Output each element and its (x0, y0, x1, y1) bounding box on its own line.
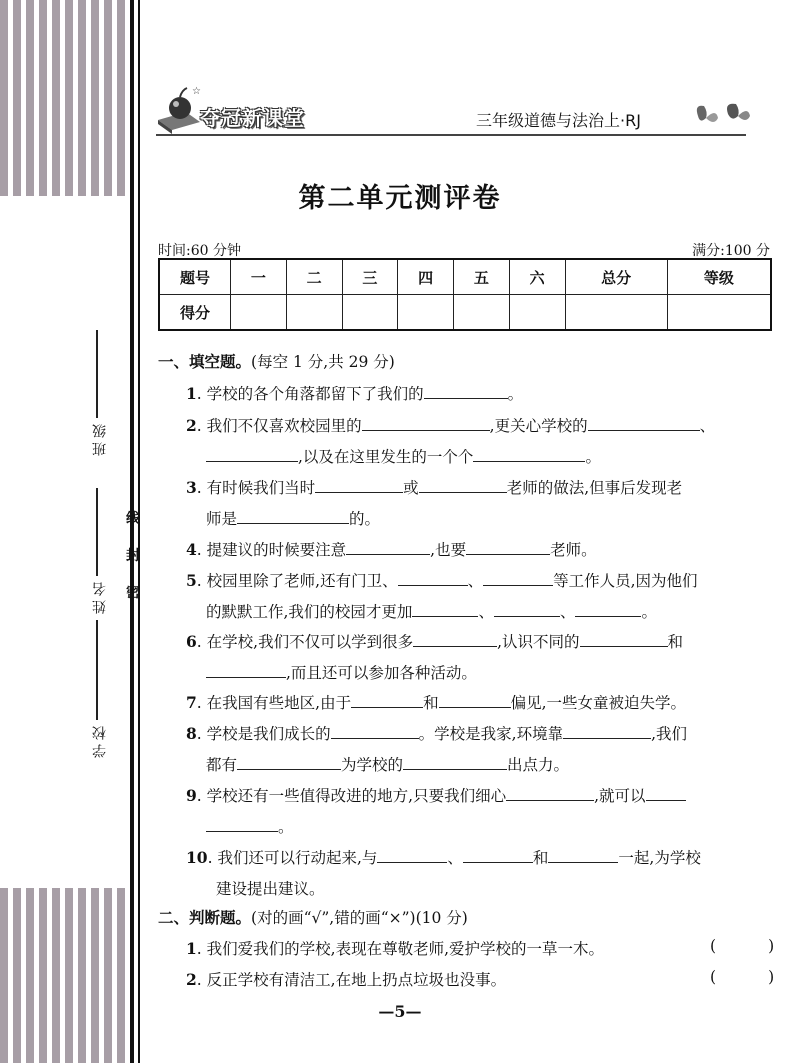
name-label: 姓名 (92, 578, 108, 614)
score-cell[interactable] (454, 295, 510, 331)
question-text: 和 (667, 633, 684, 651)
name-blank (96, 488, 98, 576)
answer-blank[interactable] (412, 600, 478, 617)
question-text: 、 (699, 417, 716, 435)
full-score: 满分:100 分 (692, 243, 770, 259)
question-text: 反正学校有清洁工,在地上扔点垃圾也没事。 (206, 971, 507, 989)
answer-blank[interactable] (463, 846, 533, 863)
table-cell: 题号 (159, 259, 231, 295)
question-text: 的默默工作,我们的校园才更加 (206, 603, 413, 621)
section-2-note: (对的画“√”,错的画“×”)(10 分) (251, 909, 468, 927)
question-number: 4 (186, 540, 197, 559)
page-number: —5— (378, 1002, 422, 1021)
question-text: ,就可以 (594, 787, 646, 805)
question-text: 校园里除了老师,还有门卫、 (206, 572, 398, 590)
score-cell[interactable] (342, 295, 398, 331)
answer-blank[interactable] (206, 661, 286, 678)
section-1-heading (158, 350, 395, 372)
question-5-cont (206, 600, 657, 622)
paren-open: ( (710, 937, 717, 955)
question-text: 。 (278, 818, 294, 836)
question-text: 师是 (206, 510, 238, 528)
question-text: 。学校是我家,环境靠 (418, 725, 564, 743)
answer-blank[interactable] (473, 445, 585, 462)
question-8-cont (206, 753, 569, 775)
question-9: 9. 学校还有一些值得改进的地方,只要我们细心 ,就可以 (186, 784, 686, 806)
question-number: 6 (186, 632, 197, 651)
page-title: 第二单元测评卷 (298, 183, 502, 214)
question-10-cont (216, 877, 325, 899)
question-text: 出点力。 (507, 756, 570, 774)
answer-blank[interactable] (413, 630, 497, 647)
question-number: 9 (186, 786, 197, 805)
score-table-header-row (159, 259, 771, 295)
question-number: 2 (186, 416, 197, 435)
score-table-score-row (159, 295, 771, 331)
school-label: 学校 (92, 722, 108, 758)
seal-mark-xian: 线 (126, 511, 140, 527)
question-text: 、 (467, 572, 484, 590)
table-cell: 总分 (565, 259, 667, 295)
question-number: 8 (186, 724, 197, 743)
question-number: 7 (186, 693, 197, 712)
class-blank (96, 330, 98, 418)
question-text: 、 (447, 849, 463, 867)
question-text: 学校是我们成长的 (206, 725, 331, 743)
answer-blank[interactable] (424, 382, 508, 399)
question-text: ,也要 (430, 541, 467, 559)
question-9-cont (206, 815, 294, 837)
question-text: 学校的各个角落都留下了我们的 (206, 385, 424, 403)
score-cell[interactable] (509, 295, 565, 331)
question-text: 或 (403, 479, 419, 497)
question-text: 等工作人员,因为他们 (553, 572, 698, 590)
question-8: 8. 学校是我们成长的 。学校是我家,环境靠 ,我们 (186, 724, 688, 743)
question-number: 2 (186, 970, 197, 989)
paren-open: ( (710, 968, 717, 986)
question-number: 5 (186, 571, 197, 590)
score-cell[interactable] (398, 295, 454, 331)
answer-blank[interactable] (563, 722, 651, 739)
question-text: 的。 (349, 510, 381, 528)
answer-blank[interactable] (580, 630, 668, 647)
question-3: 3. 有时候我们当时 或 老师的做法,但事后发现老 (186, 478, 683, 497)
question-text: 、 (478, 603, 494, 621)
judge-question-1: 1. 我们爱我们的学校,表现在尊敬老师,爱护学校的一草一木。 (186, 939, 605, 958)
answer-blank[interactable] (351, 691, 423, 708)
binding-thick-line (130, 0, 134, 1063)
brand-logo-text: 夺冠新课堂 (200, 106, 305, 130)
question-text: ,以及在这里发生的一个个 (298, 448, 474, 466)
question-number: 1 (186, 384, 197, 403)
header-rule (156, 134, 746, 136)
question-text: 在我国有些地区,由于 (206, 694, 352, 712)
answer-blank[interactable] (494, 600, 560, 617)
question-10: 10. 我们还可以行动起来,与 、 和 一起,为学校 (186, 848, 701, 867)
question-number: 3 (186, 478, 197, 497)
question-text: 。 (507, 385, 524, 403)
question-number: 10 (186, 848, 208, 867)
question-text: ,而且还可以参加各种活动。 (286, 664, 477, 682)
section-1-note: (每空 1 分,共 29 分) (251, 353, 395, 371)
class-label: 班级 (92, 420, 108, 456)
answer-blank[interactable] (646, 784, 686, 801)
paren-close: ) (768, 937, 775, 955)
score-table (158, 258, 772, 331)
question-text: 老师。 (550, 541, 597, 559)
answer-blank[interactable] (548, 846, 618, 863)
score-cell[interactable] (286, 295, 342, 331)
binding-thin-line (138, 0, 140, 1063)
question-text: ,我们 (651, 725, 688, 743)
judge-question-2: 2. 反正学校有清洁工,在地上扔点垃圾也没事。 (186, 970, 507, 989)
answer-blank[interactable] (206, 445, 298, 462)
question-text: ,认识不同的 (497, 633, 580, 651)
question-text: 我们爱我们的学校,表现在尊敬老师,爱护学校的一草一木。 (206, 940, 605, 958)
table-cell: 等级 (667, 259, 771, 295)
question-7: 7. 在我国有些地区,由于 和 偏见,一些女童被迫失学。 (186, 693, 687, 712)
answer-blank[interactable] (315, 476, 403, 493)
seal-mark-mi: 密 (126, 585, 140, 601)
butterfly-decoration-icon (692, 98, 754, 132)
question-text: 为学校的 (341, 756, 404, 774)
question-6-cont (206, 661, 477, 683)
table-cell: 五 (454, 259, 510, 295)
subject-label: 三年级道德与法治上·RJ (476, 111, 641, 130)
answer-blank[interactable] (419, 476, 507, 493)
section-2-heading (158, 906, 468, 928)
answer-blank[interactable] (362, 414, 490, 431)
answer-blank[interactable] (237, 507, 349, 524)
question-6: 6. 在学校,我们不仅可以学到很多 ,认识不同的 和 (186, 632, 684, 651)
binding-stripes-bottom (0, 888, 128, 1063)
question-text: 我们还可以行动起来,与 (217, 849, 378, 867)
score-cell[interactable] (231, 295, 287, 331)
question-3-cont (206, 507, 380, 529)
question-text: 老师的做法,但事后发现老 (506, 479, 683, 497)
section-1-title: 一、填空题。 (158, 352, 252, 371)
question-text: 一起,为学校 (618, 849, 701, 867)
question-text: 。 (641, 603, 657, 621)
answer-blank[interactable] (346, 538, 430, 555)
question-4: 4. 提建议的时候要注意 ,也要 老师。 (186, 540, 597, 559)
question-text: ,更关心学校的 (489, 417, 588, 435)
section-2-title: 二、判断题。 (158, 908, 252, 927)
table-cell: 得分 (159, 295, 231, 331)
question-text: 偏见,一些女童被迫失学。 (510, 694, 687, 712)
question-text: 提建议的时候要注意 (206, 541, 347, 559)
question-2-cont (206, 445, 601, 467)
answer-blank[interactable] (398, 569, 468, 586)
question-text: 在学校,我们不仅可以学到很多 (206, 633, 414, 651)
school-blank (96, 620, 98, 720)
question-text: 学校还有一些值得改进的地方,只要我们细心 (206, 787, 507, 805)
answer-blank[interactable] (439, 691, 511, 708)
page-header (156, 82, 756, 134)
apple-book-logo-icon (156, 82, 202, 134)
table-cell: 三 (342, 259, 398, 295)
answer-blank[interactable] (331, 722, 419, 739)
answer-blank[interactable] (206, 815, 278, 832)
question-text: 有时候我们当时 (206, 479, 316, 497)
table-cell: 一 (231, 259, 287, 295)
paren-close: ) (768, 968, 775, 986)
question-text: 、 (559, 603, 576, 621)
question-text: 。 (585, 448, 601, 466)
seal-mark-feng: 封 (126, 548, 140, 564)
judge-answer-2[interactable] (710, 968, 774, 986)
answer-blank[interactable] (575, 600, 641, 617)
question-text: 和 (423, 694, 439, 712)
question-1: 1. 学校的各个角落都留下了我们的 。 (186, 384, 524, 403)
question-text: 我们不仅喜欢校园里的 (206, 417, 362, 435)
answer-blank[interactable] (506, 784, 594, 801)
question-text: 都有 (206, 756, 238, 774)
judge-answer-1[interactable] (710, 937, 774, 955)
question-5: 5. 校园里除了老师,还有门卫、 、 等工作人员,因为他们 (186, 571, 698, 590)
answer-blank[interactable] (377, 846, 447, 863)
answer-blank[interactable] (483, 569, 553, 586)
table-cell: 二 (286, 259, 342, 295)
question-text: 和 (532, 849, 549, 867)
table-cell: 六 (509, 259, 565, 295)
answer-blank[interactable] (588, 414, 700, 431)
answer-blank[interactable] (403, 753, 507, 770)
svg-text:☆: ☆ (192, 86, 201, 97)
exam-time: 时间:60 分钟 (158, 243, 241, 259)
score-cell[interactable] (565, 295, 667, 331)
table-cell: 四 (398, 259, 454, 295)
binding-stripes-top (0, 0, 128, 196)
question-number: 1 (186, 939, 197, 958)
score-cell[interactable] (667, 295, 771, 331)
answer-blank[interactable] (237, 753, 341, 770)
answer-blank[interactable] (466, 538, 550, 555)
question-text: 建设提出建议。 (216, 880, 325, 898)
question-2: 2. 我们不仅喜欢校园里的 ,更关心学校的 、 (186, 416, 716, 435)
